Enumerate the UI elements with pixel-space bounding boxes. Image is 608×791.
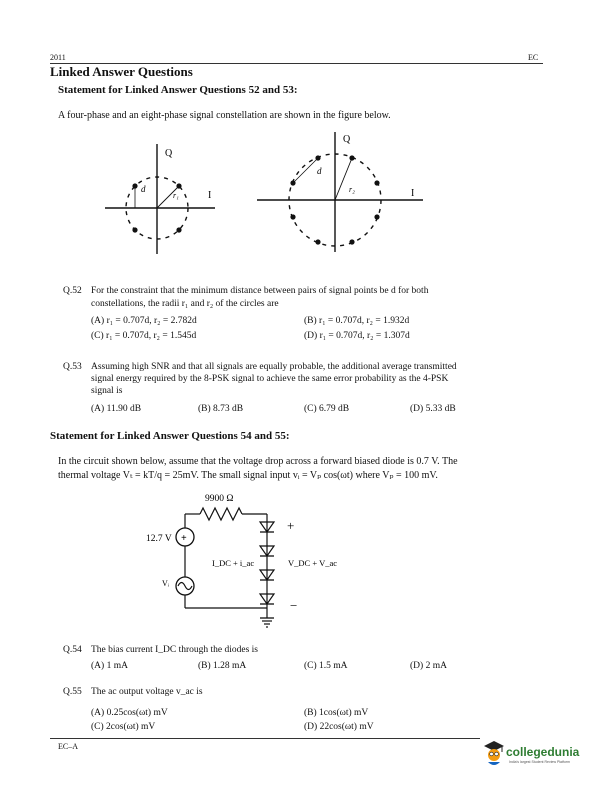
- signal-point: [132, 227, 137, 232]
- footer-rule: [50, 738, 480, 739]
- q55-number: Q.55: [63, 687, 82, 697]
- d-label-8psk: d: [317, 166, 322, 176]
- dc-source-plus: +: [181, 533, 187, 544]
- q53-line3: signal is: [91, 386, 123, 396]
- brand-logo-text: collegedunia: [506, 745, 580, 759]
- signal-point: [315, 239, 320, 244]
- eight-psk-constellation: [257, 132, 423, 252]
- sine-icon: [178, 583, 192, 590]
- q54-option-d[interactable]: (D) 2 mA: [410, 661, 447, 671]
- section-title: Linked Answer Questions: [50, 64, 193, 79]
- exam-year: 2011: [50, 53, 66, 62]
- voltage-label: V_DC + V_ac: [288, 558, 338, 568]
- signal-point: [374, 180, 379, 185]
- q52-number: Q.52: [63, 286, 82, 296]
- signal-point: [176, 227, 181, 232]
- resistor-label: 9900 Ω: [205, 494, 234, 504]
- q53-number: Q.53: [63, 362, 82, 372]
- q54-option-a[interactable]: (A) 1 mA: [91, 661, 128, 671]
- q53-option-a[interactable]: (A) 11.90 dB: [91, 404, 142, 414]
- q52-option-d[interactable]: (D) r₁ = 0.707d, r₂ = 1.307d: [304, 331, 410, 341]
- q52-option-a[interactable]: (A) r₁ = 0.707d, r₂ = 2.782d: [91, 316, 197, 326]
- output-minus: −: [290, 598, 298, 613]
- graduate-mascot-icon: [482, 739, 506, 769]
- diode-circuit: [140, 488, 340, 633]
- q54-option-c[interactable]: (C) 1.5 mA: [304, 661, 348, 671]
- ground-icon: [260, 618, 274, 627]
- q54-number: Q.54: [63, 645, 82, 655]
- statement-2-line2: thermal voltage Vₜ = kT/q = 25mV. The small signal input vᵢ = Vₚ cos(ωt) where Vₚ = 100 mV.: [58, 470, 438, 481]
- dc-source-label: 12.7 V: [146, 534, 172, 544]
- q52-line1: For the constraint that the minimum distance between pairs of signal points be d for both: [91, 286, 429, 296]
- d-label-4psk: d: [141, 184, 146, 194]
- statement-2-heading: Statement for Linked Answer Questions 54 and 55:: [50, 430, 290, 442]
- q55-option-b[interactable]: (B) 1cos(ωt) mV: [304, 708, 369, 718]
- q53-option-b[interactable]: (B) 8.73 dB: [198, 404, 244, 414]
- q54-text: The bias current I_DC through the diodes is: [91, 645, 259, 655]
- q-label-8psk: Q: [343, 134, 351, 145]
- current-label: I_DC + i_ac: [212, 558, 255, 568]
- brand-tagline: India's largest Student Review Platform: [509, 760, 570, 764]
- resistor: [200, 508, 242, 520]
- q55-option-c[interactable]: (C) 2cos(ωt) mV: [91, 722, 156, 732]
- q53-line2: signal energy required by the 8-PSK signal to achieve the same error probability as the 4-PSK: [91, 374, 449, 384]
- footer-code: EC–A: [58, 742, 78, 751]
- constellation-figure: [95, 126, 455, 256]
- q53-option-c[interactable]: (C) 6.79 dB: [304, 404, 350, 414]
- signal-point: [290, 214, 295, 219]
- output-plus: +: [287, 518, 295, 533]
- r1-label: r₁: [173, 191, 179, 200]
- i-label-4psk: I: [208, 190, 212, 201]
- q55-option-d[interactable]: (D) 22cos(ωt) mV: [304, 722, 374, 732]
- d-segment: [293, 158, 318, 183]
- i-label-8psk: I: [411, 188, 415, 199]
- q-label-4psk: Q: [165, 148, 173, 159]
- r2-label: r₂: [349, 185, 355, 194]
- q54-option-b[interactable]: (B) 1.28 mA: [198, 661, 247, 671]
- q55-option-a[interactable]: (A) 0.25cos(ωt) mV: [91, 708, 168, 718]
- q55-text: The ac output voltage v_ac is: [91, 687, 203, 697]
- statement-2-line1: In the circuit shown below, assume that the voltage drop across a forward biased diode is 0.7 V. The: [58, 456, 458, 467]
- statement-1-text: A four-phase and an eight-phase signal constellation are shown in the figure below.: [58, 110, 391, 121]
- q53-option-d[interactable]: (D) 5.33 dB: [410, 404, 456, 414]
- q52-option-c[interactable]: (C) r₁ = 0.707d, r₂ = 1.545d: [91, 331, 197, 341]
- statement-1-heading: Statement for Linked Answer Questions 52 and 53:: [58, 84, 298, 96]
- signal-point: [374, 214, 379, 219]
- four-psk-constellation: [105, 144, 215, 254]
- exam-subject: EC: [528, 53, 539, 62]
- signal-point: [349, 239, 354, 244]
- q53-line1: Assuming high SNR and that all signals are equally probable, the additional average transmitted: [91, 362, 457, 372]
- q52-line2: constellations, the radii r₁ and r₂ of the circles are: [91, 299, 279, 309]
- q52-option-b[interactable]: (B) r₁ = 0.707d, r₂ = 1.932d: [304, 316, 410, 326]
- ac-source-label: Vᵢ: [162, 579, 170, 588]
